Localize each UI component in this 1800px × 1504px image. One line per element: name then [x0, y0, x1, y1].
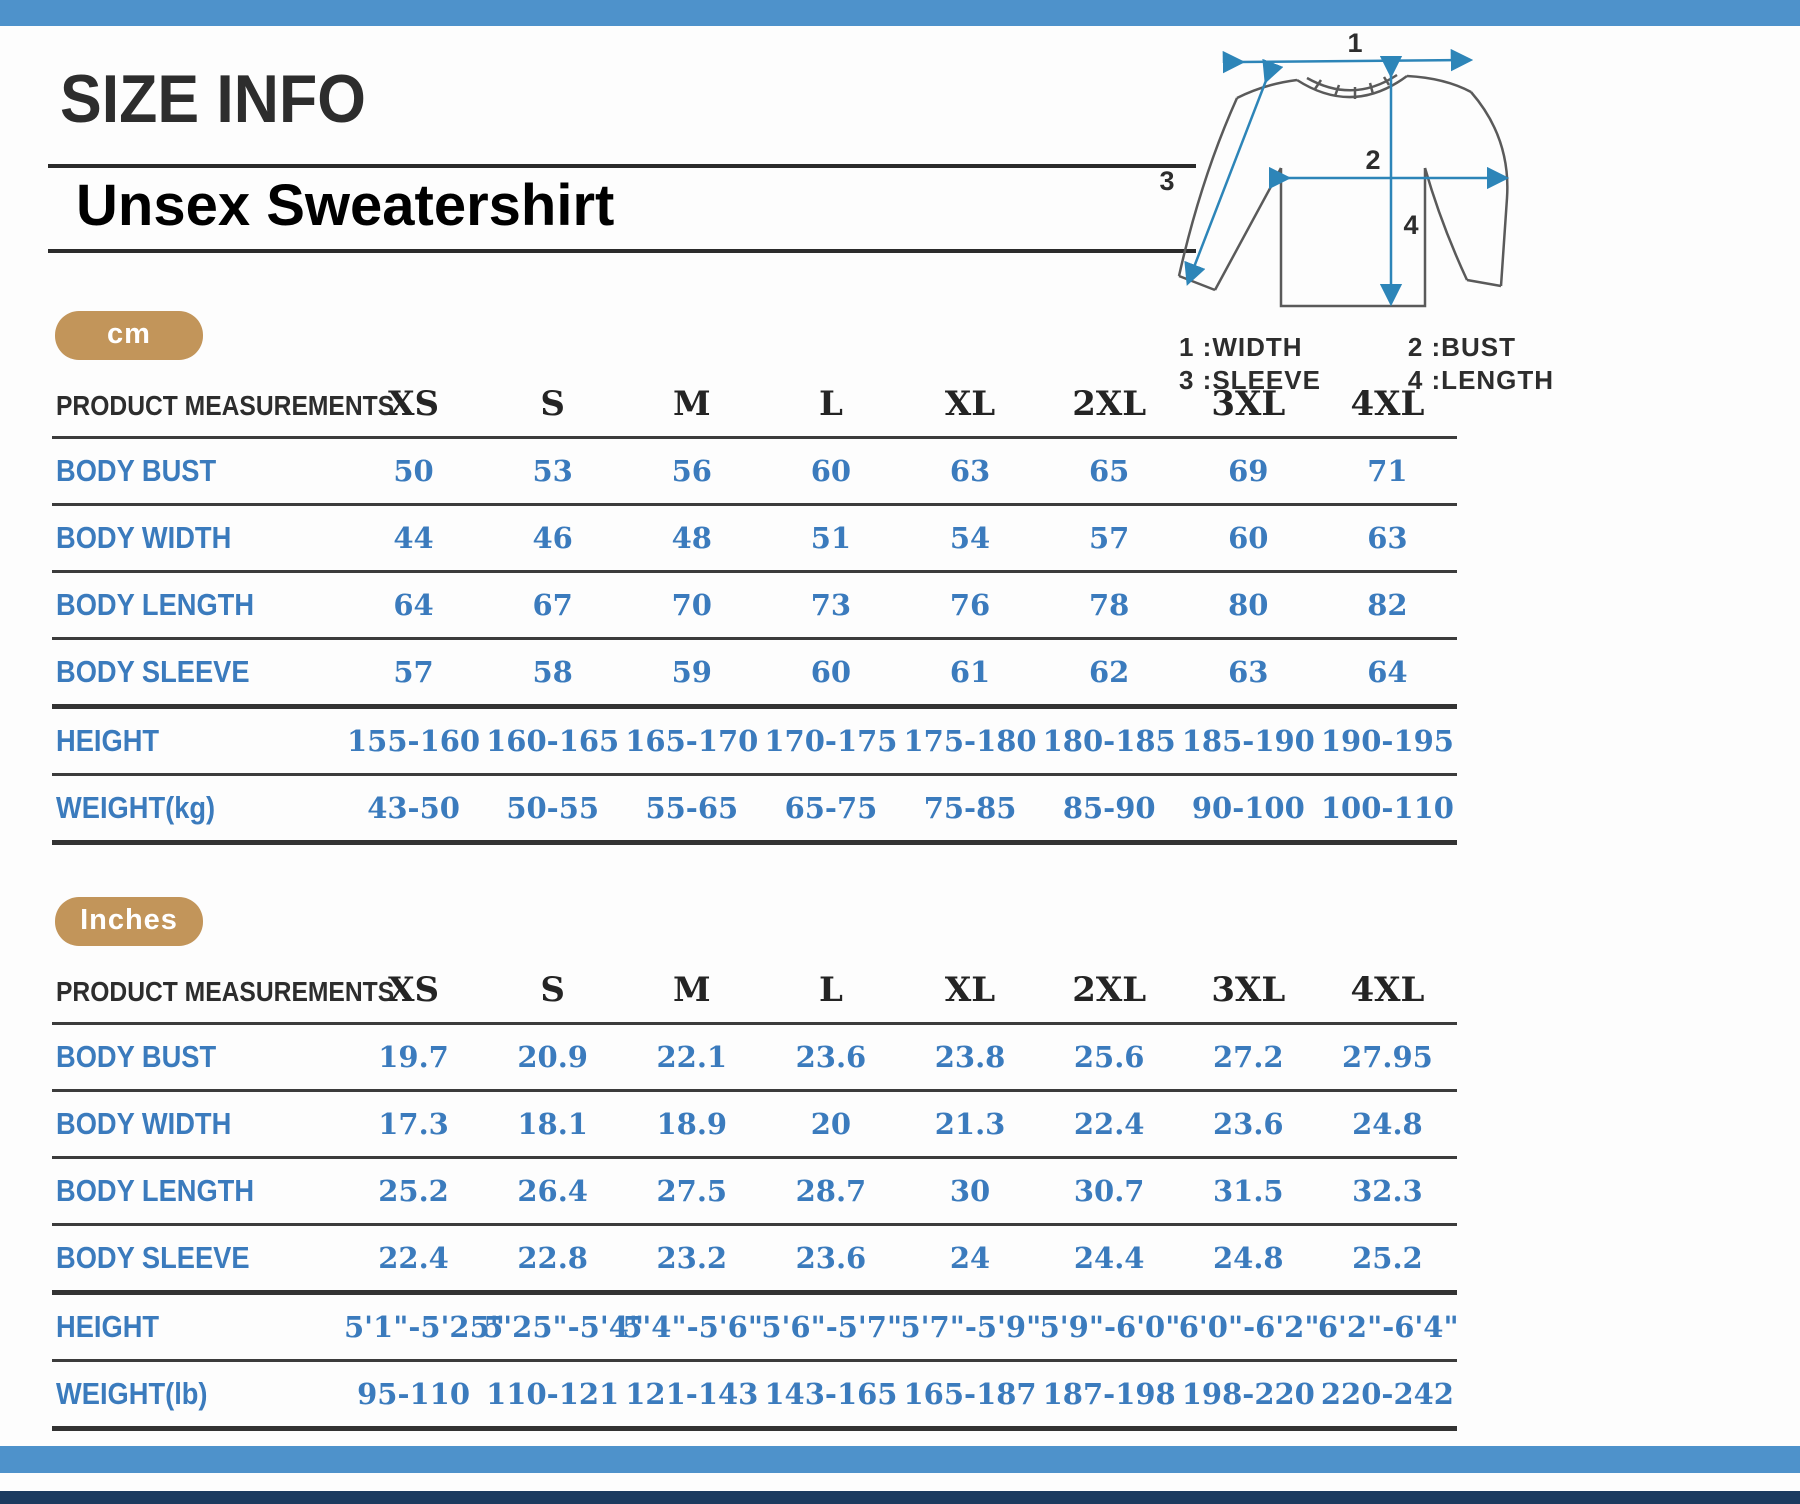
- size-value-cell: 82: [1367, 588, 1408, 622]
- size-column-header: L: [818, 384, 843, 424]
- size-value-cell: 24.4: [1073, 1241, 1145, 1275]
- size-value-cell: 23.6: [795, 1241, 867, 1275]
- size-value-cell: 23.6: [795, 1040, 867, 1074]
- size-table-inches: [52, 964, 1457, 1431]
- size-value-cell: 53: [532, 454, 573, 488]
- size-column-header: XS: [388, 384, 440, 424]
- table-row: [52, 438, 1457, 505]
- size-value-cell: 23.2: [656, 1241, 728, 1275]
- row-label: WEIGHT(kg): [56, 790, 216, 825]
- row-label: BODY WIDTH: [56, 520, 232, 555]
- size-value-cell: 43-50: [367, 791, 460, 825]
- size-value-cell: 95-110: [357, 1377, 471, 1411]
- size-value-cell: 110-121: [486, 1377, 620, 1411]
- sweatshirt-outline: [1179, 75, 1507, 306]
- size-value-cell: 54: [949, 521, 991, 555]
- size-value-cell: 69: [1228, 454, 1269, 488]
- size-value-cell: 67: [532, 588, 573, 622]
- table-row: [52, 1293, 1457, 1361]
- size-value-cell: 27.2: [1212, 1040, 1284, 1074]
- row-label: HEIGHT: [56, 723, 160, 758]
- legend-item-bust: 2 :BUST: [1407, 332, 1516, 362]
- size-value-cell: 121-143: [625, 1377, 759, 1411]
- marker-sleeve-label: 3: [1159, 166, 1175, 196]
- size-value-cell: 31.5: [1212, 1174, 1284, 1208]
- size-value-cell: 58: [532, 655, 573, 689]
- size-value-cell: 100-110: [1320, 791, 1454, 825]
- row-label: BODY LENGTH: [56, 587, 255, 622]
- table-row: [52, 1024, 1457, 1091]
- row-label: BODY SLEEVE: [56, 1240, 250, 1275]
- size-value-cell: 60: [1228, 521, 1269, 555]
- size-column-header: 2XL: [1072, 970, 1147, 1010]
- size-value-cell: 65: [1089, 454, 1130, 488]
- size-value-cell: 61: [949, 655, 991, 689]
- size-value-cell: 76: [949, 588, 991, 622]
- marker-bust-label: 2: [1365, 145, 1381, 175]
- size-value-cell: 75-85: [923, 791, 1017, 825]
- measurements-header: PRODUCT MEASUREMENTS: [56, 976, 395, 1007]
- row-label: BODY BUST: [56, 453, 217, 488]
- size-column-header: S: [540, 384, 565, 424]
- size-value-cell: 21.3: [934, 1107, 1006, 1141]
- top-accent-bar: [0, 0, 1800, 26]
- size-value-cell: 5'4"-5'6": [622, 1310, 763, 1344]
- legend-item-length: 4 :LENGTH: [1407, 365, 1555, 395]
- subtitle-band: [48, 164, 1196, 253]
- size-value-cell: 44: [393, 521, 434, 555]
- size-value-cell: 24.8: [1212, 1241, 1284, 1275]
- marker-width-label: 1: [1347, 28, 1363, 58]
- legend-item-width: 1 :WIDTH: [1179, 332, 1303, 362]
- size-column-header: 3XL: [1211, 970, 1286, 1010]
- measurements-header: PRODUCT MEASUREMENTS: [56, 390, 395, 421]
- size-value-cell: 5'9"-6'0": [1039, 1310, 1181, 1344]
- table-row: [52, 1158, 1457, 1225]
- size-value-cell: 65-75: [784, 791, 878, 825]
- row-label: BODY LENGTH: [56, 1173, 255, 1208]
- size-value-cell: 6'2"-6'4": [1317, 1310, 1459, 1344]
- size-value-cell: 25.2: [378, 1174, 449, 1208]
- size-value-cell: 60: [810, 655, 852, 689]
- size-value-cell: 26.4: [517, 1174, 588, 1208]
- size-value-cell: 143-165: [764, 1377, 898, 1411]
- table-row: [52, 1361, 1457, 1429]
- size-value-cell: 19.7: [378, 1040, 449, 1074]
- size-column-header: XL: [944, 384, 996, 424]
- size-value-cell: 5'25"-5'4": [483, 1310, 645, 1344]
- size-value-cell: 27.5: [656, 1174, 728, 1208]
- size-value-cell: 30.7: [1073, 1174, 1145, 1208]
- row-label: HEIGHT: [56, 1309, 160, 1344]
- unit-badge-cm: cm: [55, 311, 203, 360]
- size-value-cell: 63: [1367, 521, 1408, 555]
- size-value-cell: 64: [1367, 655, 1408, 689]
- size-value-cell: 48: [671, 521, 712, 555]
- size-value-cell: 50-55: [506, 791, 600, 825]
- size-value-cell: 32.3: [1352, 1174, 1423, 1208]
- size-value-cell: 57: [1089, 521, 1130, 555]
- size-value-cell: 18.9: [656, 1107, 728, 1141]
- size-value-cell: 6'0"-6'2": [1178, 1310, 1320, 1344]
- size-value-cell: 57: [393, 655, 434, 689]
- product-name: Unsex Sweatershirt: [76, 173, 615, 238]
- size-value-cell: 59: [671, 655, 712, 689]
- size-value-cell: 25.2: [1352, 1241, 1423, 1275]
- size-value-cell: 175-180: [903, 724, 1037, 758]
- size-value-cell: 85-90: [1062, 791, 1156, 825]
- size-value-cell: 180-185: [1042, 724, 1176, 758]
- size-value-cell: 73: [810, 588, 852, 622]
- size-column-header: S: [540, 970, 565, 1010]
- size-value-cell: 185-190: [1181, 724, 1315, 758]
- marker-length-label: 4: [1403, 210, 1419, 240]
- size-column-header: XL: [944, 970, 996, 1010]
- size-value-cell: 220-242: [1320, 1377, 1454, 1411]
- size-value-cell: 51: [810, 521, 852, 555]
- size-value-cell: 30: [949, 1174, 991, 1208]
- size-value-cell: 90-100: [1191, 791, 1305, 825]
- row-label: WEIGHT(lb): [56, 1376, 208, 1411]
- table-row: [52, 639, 1457, 707]
- unit-badge-inches: Inches: [55, 897, 203, 946]
- size-value-cell: 187-198: [1042, 1377, 1176, 1411]
- table-row: [52, 775, 1457, 843]
- size-value-cell: 50: [393, 454, 434, 488]
- size-value-cell: 23.6: [1212, 1107, 1284, 1141]
- size-value-cell: 80: [1228, 588, 1269, 622]
- size-value-cell: 71: [1367, 454, 1408, 488]
- size-value-cell: 62: [1089, 655, 1130, 689]
- size-column-header: XS: [388, 970, 440, 1010]
- size-column-header: 2XL: [1072, 384, 1147, 424]
- size-value-cell: 25.6: [1073, 1040, 1145, 1074]
- size-value-cell: 170-175: [764, 724, 898, 758]
- diagram-legend: [1179, 332, 1595, 396]
- size-value-cell: 46: [532, 521, 573, 555]
- size-value-cell: 28.7: [795, 1174, 867, 1208]
- row-label: BODY BUST: [56, 1039, 217, 1074]
- page-title: SIZE INFO: [60, 61, 366, 137]
- inches-size-table-section: [0, 845, 1800, 1431]
- size-column-header: M: [672, 384, 711, 424]
- size-value-cell: 5'7"-5'9": [900, 1310, 1042, 1344]
- size-value-cell: 165-170: [625, 724, 759, 758]
- size-value-cell: 23.8: [934, 1040, 1006, 1074]
- size-column-header: 4XL: [1350, 384, 1425, 424]
- table-row: [52, 1091, 1457, 1158]
- size-value-cell: 64: [393, 588, 434, 622]
- size-value-cell: 5'6"-5'7": [761, 1310, 903, 1344]
- table-row: [52, 572, 1457, 639]
- size-value-cell: 70: [671, 588, 712, 622]
- table-row: [52, 1225, 1457, 1293]
- size-table-header-row: [52, 964, 1457, 1024]
- size-value-cell: 18.1: [517, 1107, 588, 1141]
- size-value-cell: 22.1: [656, 1040, 728, 1074]
- size-value-cell: 63: [1228, 655, 1269, 689]
- row-label: BODY SLEEVE: [56, 654, 250, 689]
- size-value-cell: 22.8: [517, 1241, 588, 1275]
- size-value-cell: 190-195: [1320, 724, 1454, 758]
- size-value-cell: 5'1"-5'25": [344, 1310, 505, 1344]
- size-value-cell: 22.4: [1073, 1107, 1145, 1141]
- size-value-cell: 198-220: [1181, 1377, 1315, 1411]
- sweatshirt-illustration-svg: [1115, 28, 1595, 328]
- size-value-cell: 78: [1089, 588, 1130, 622]
- size-value-cell: 63: [949, 454, 991, 488]
- bottom-accent-bar: [0, 1446, 1800, 1473]
- size-value-cell: 60: [810, 454, 852, 488]
- row-label: BODY WIDTH: [56, 1106, 232, 1141]
- size-value-cell: 165-187: [903, 1377, 1037, 1411]
- size-value-cell: 160-165: [486, 724, 620, 758]
- sweatshirt-measurement-diagram: [1115, 28, 1595, 396]
- size-table-cm: [52, 378, 1457, 845]
- size-value-cell: 24.8: [1352, 1107, 1423, 1141]
- size-value-cell: 55-65: [645, 791, 739, 825]
- size-value-cell: 20: [810, 1107, 852, 1141]
- size-value-cell: 27.95: [1342, 1040, 1433, 1074]
- size-value-cell: 22.4: [378, 1241, 449, 1275]
- bottom-navy-bar: [0, 1491, 1800, 1504]
- size-column-header: 4XL: [1350, 970, 1425, 1010]
- table-row: [52, 505, 1457, 572]
- legend-item-sleeve: 3 :SLEEVE: [1179, 365, 1321, 395]
- size-value-cell: 24: [949, 1241, 991, 1275]
- size-value-cell: 17.3: [378, 1107, 449, 1141]
- size-column-header: L: [818, 970, 843, 1010]
- table-row: [52, 707, 1457, 775]
- size-value-cell: 20.9: [517, 1040, 588, 1074]
- size-column-header: 3XL: [1211, 384, 1286, 424]
- size-column-header: M: [672, 970, 711, 1010]
- size-value-cell: 56: [671, 454, 712, 488]
- size-value-cell: 155-160: [347, 724, 481, 758]
